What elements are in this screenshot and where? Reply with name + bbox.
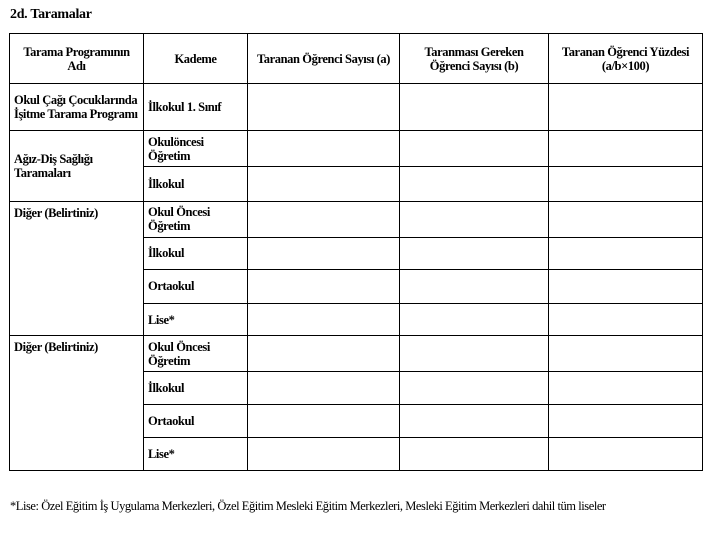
level-cell: İlkokul 1. Sınıf [144,84,248,131]
table-row [10,336,703,372]
screened-percent-cell[interactable] [549,201,703,237]
screened-percent-cell[interactable] [549,438,703,471]
program-name: Diğer (Belirtiniz) [10,336,144,471]
program-name: Diğer (Belirtiniz) [10,201,144,336]
level-cell: Okulöncesi Öğretim [144,131,248,167]
required-count-cell[interactable] [400,84,549,131]
header-row [10,34,703,84]
footnote: *Lise: Özel Eğitim İş Uygulama Merkezleri, Özel Eğitim Mesleki Eğitim Merkezleri, Mesleki Eğitim Merkezleri dahil tüm liseler [10,499,606,513]
screened-percent-cell[interactable] [549,237,703,270]
program-name: Ağız-Diş Sağlığı Taramaları [10,131,144,201]
level-cell: Ortaokul [144,270,248,304]
required-count-cell[interactable] [400,270,549,304]
screened-percent-cell[interactable] [549,270,703,304]
header-level: Kademe [144,34,248,84]
screened-count-cell[interactable] [248,438,400,471]
required-count-cell[interactable] [400,404,549,438]
level-cell: Lise* [144,438,248,471]
level-cell: İlkokul [144,237,248,270]
required-count-cell[interactable] [400,131,549,167]
screened-percent-cell[interactable] [549,336,703,372]
level-cell: Okul Öncesi Öğretim [144,201,248,237]
screened-percent-cell[interactable] [549,84,703,131]
screened-percent-cell[interactable] [549,303,703,336]
program-name: Okul Çağı Çocuklarında İşitme Tarama Programı [10,84,144,131]
screened-count-cell[interactable] [248,201,400,237]
table-row [10,131,703,167]
required-count-cell[interactable] [400,372,549,405]
header-screened-count: Taranan Öğrenci Sayısı (a) [248,34,400,84]
section-title: 2d. Taramalar [10,7,92,22]
header-screened-percent: Taranan Öğrenci Yüzdesi (a/b×100) [549,34,703,84]
required-count-cell[interactable] [400,201,549,237]
screened-count-cell[interactable] [248,404,400,438]
table-row [10,201,703,237]
level-cell: Ortaokul [144,404,248,438]
required-count-cell[interactable] [400,438,549,471]
screening-table [9,33,703,471]
screened-count-cell[interactable] [248,237,400,270]
screened-count-cell[interactable] [248,270,400,304]
screened-count-cell[interactable] [248,131,400,167]
screened-count-cell[interactable] [248,84,400,131]
screened-count-cell[interactable] [248,336,400,372]
screened-count-cell[interactable] [248,303,400,336]
required-count-cell[interactable] [400,167,549,202]
screened-percent-cell[interactable] [549,404,703,438]
required-count-cell[interactable] [400,303,549,336]
level-cell: Lise* [144,303,248,336]
screened-count-cell[interactable] [248,167,400,202]
screened-percent-cell[interactable] [549,167,703,202]
screened-percent-cell[interactable] [549,131,703,167]
required-count-cell[interactable] [400,237,549,270]
header-required-count: Taranması Gereken Öğrenci Sayısı (b) [400,34,549,84]
level-cell: Okul Öncesi Öğretim [144,336,248,372]
screened-count-cell[interactable] [248,372,400,405]
required-count-cell[interactable] [400,336,549,372]
screened-percent-cell[interactable] [549,372,703,405]
header-program-name: Tarama Programının Adı [10,34,144,84]
level-cell: İlkokul [144,372,248,405]
level-cell: İlkokul [144,167,248,202]
table-row [10,84,703,131]
